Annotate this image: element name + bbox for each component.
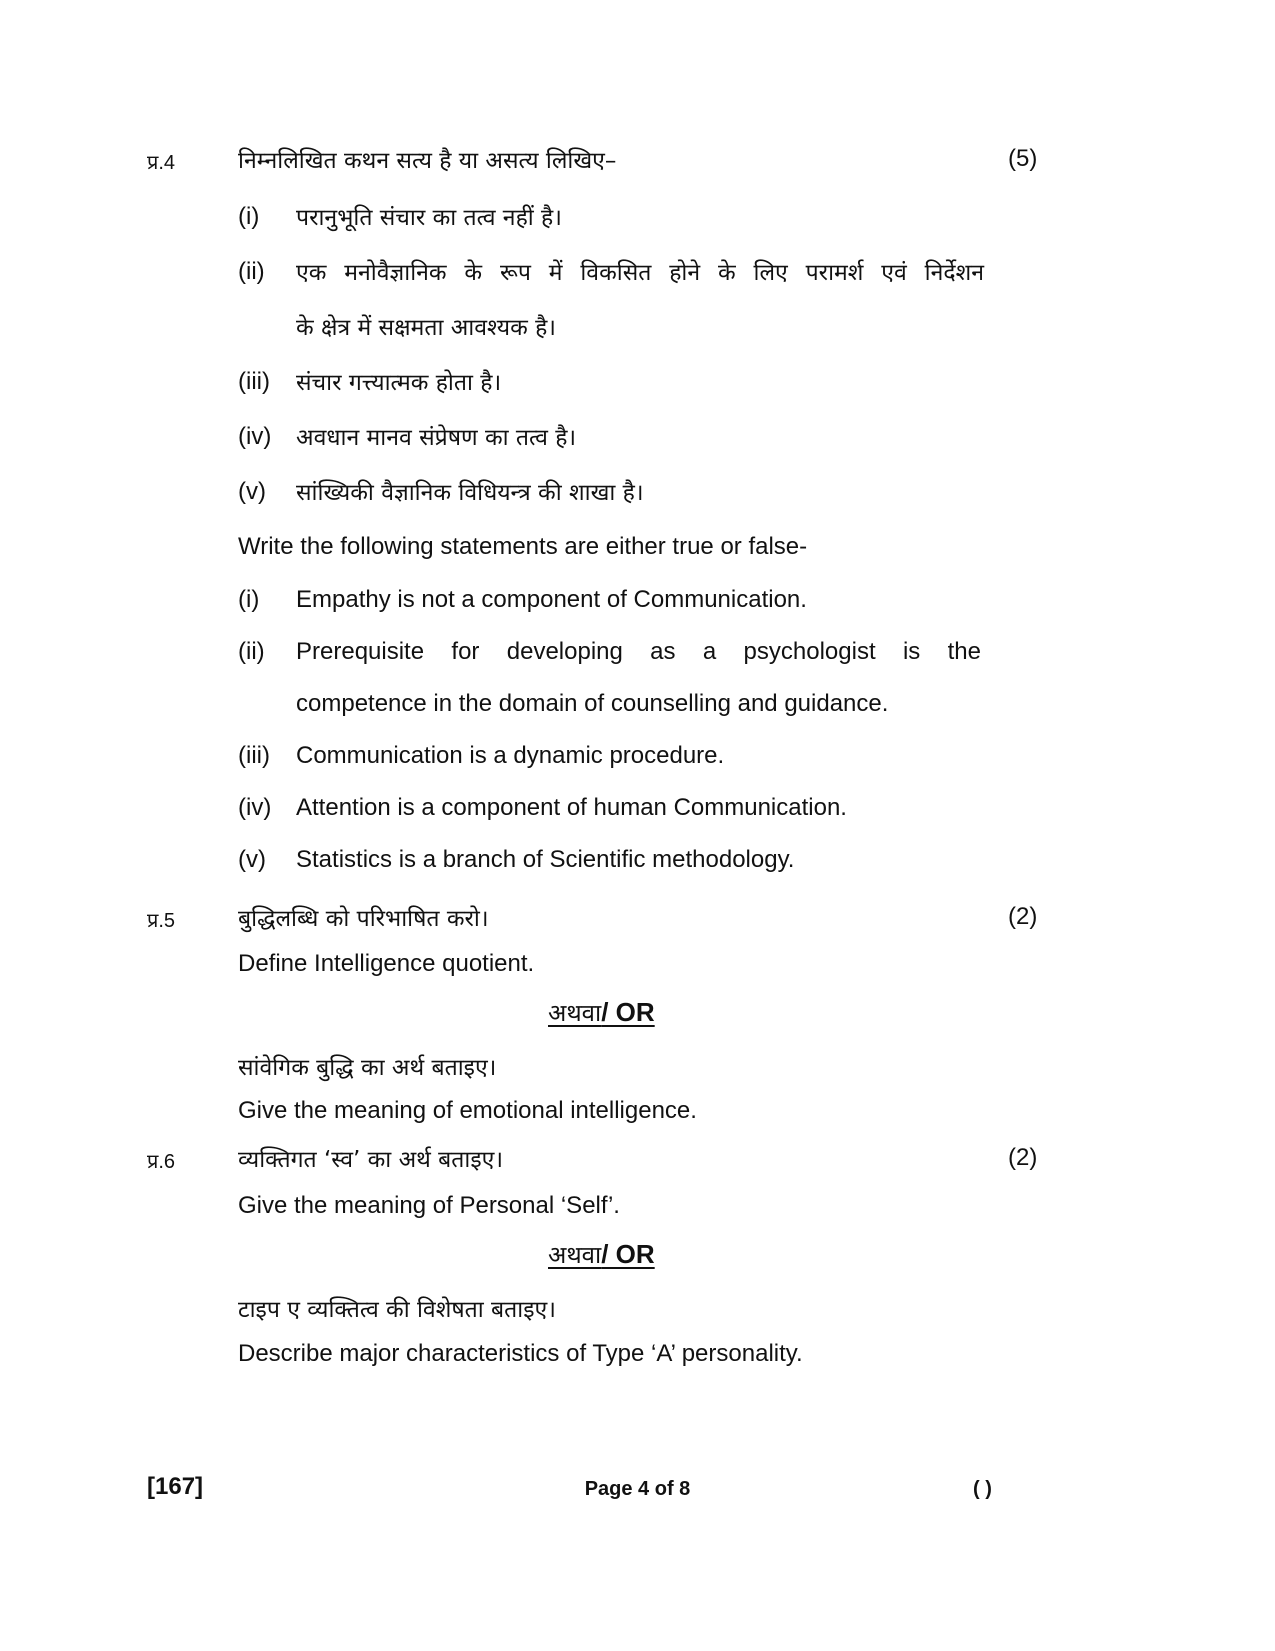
question-5-or-divider [548, 996, 655, 1029]
q4-hi-item-2-continuation: के क्षेत्र में सक्षमता आवश्यक है। [296, 315, 557, 341]
or-hindi: अथवा [548, 1241, 602, 1269]
q4-hi-item-2-number: (ii) [238, 258, 265, 285]
q4-en-item-2-number: (ii) [238, 638, 265, 665]
question-number-5: प्र.5 [147, 910, 176, 932]
paper-code: [167] [147, 1473, 204, 1500]
q4-en-item-3-text: Communication is a dynamic procedure. [296, 742, 725, 769]
q4-hi-item-2-text: एक मनोवैज्ञानिक के रूप में विकसित होने के लिए परामर्श एवं निर्देशन [296, 260, 984, 286]
q4-en-item-2-text: Prerequisite for developing as a psychologist is the [296, 638, 981, 665]
q4-en-item-3-number: (iii) [238, 742, 270, 769]
q4-en-item-2-continuation: competence in the domain of counselling and guidance. [296, 690, 889, 717]
q4-hi-item-3-number: (iii) [238, 368, 270, 395]
question-5-marks: (2) [1008, 903, 1038, 930]
q4-hi-item-5-text: सांख्यिकी वैज्ञानिक विधियन्त्र की शाखा है। [296, 480, 644, 506]
q4-en-item-4-text: Attention is a component of human Communication. [296, 794, 847, 821]
question-6-text-english: Give the meaning of Personal ‘Self’. [238, 1192, 620, 1219]
question-4-marks: (5) [1008, 145, 1038, 172]
q4-en-item-5-text: Statistics is a branch of Scientific methodology. [296, 846, 795, 873]
q4-hi-item-5-number: (v) [238, 478, 266, 505]
q4-en-item-1-number: (i) [238, 586, 260, 613]
q4-hi-item-4-number: (iv) [238, 423, 272, 450]
q4-hi-item-4-text: अवधान मानव संप्रेषण का तत्व है। [296, 425, 577, 451]
q4-hi-item-3-text: संचार गत्त्यात्मक होता है। [296, 370, 502, 396]
or-english: / OR [601, 997, 655, 1027]
question-5-text-english: Define Intelligence quotient. [238, 950, 535, 977]
question-6-alternative-hindi: टाइप ए व्यक्तित्व की विशेषता बताइए। [238, 1297, 556, 1323]
question-5-text-hindi: बुद्धिलब्धि को परिभाषित करो। [238, 906, 489, 932]
q4-en-item-1-text: Empathy is not a component of Communication. [296, 586, 807, 613]
question-5-alternative-english: Give the meaning of emotional intelligence. [238, 1097, 697, 1124]
q4-en-item-4-number: (iv) [238, 794, 272, 821]
footer-brackets: ( ) [973, 1478, 992, 1500]
question-6-alternative-english: Describe major characteristics of Type ‘A’ personality. [238, 1340, 803, 1367]
question-number-6: प्र.6 [147, 1151, 176, 1173]
or-english: / OR [601, 1239, 655, 1269]
question-4-prompt-hindi: निम्नलिखित कथन सत्य है या असत्य लिखिए– [238, 148, 617, 174]
q4-hi-item-1-text: परानुभूति संचार का तत्व नहीं है। [296, 205, 562, 231]
page-number: Page 4 of 8 [584, 1478, 691, 1500]
or-hindi: अथवा [548, 999, 602, 1027]
q4-en-item-5-number: (v) [238, 846, 266, 873]
question-number-4: प्र.4 [147, 152, 176, 174]
question-4-prompt-english: Write the following statements are either true or false- [238, 533, 808, 560]
question-6-text-hindi: व्यक्तिगत ‘स्व’ का अर्थ बताइए। [238, 1147, 504, 1173]
question-6-or-divider [548, 1238, 655, 1271]
q4-hi-item-1-number: (i) [238, 203, 260, 230]
question-5-alternative-hindi: सांवेगिक बुद्धि का अर्थ बताइए। [238, 1055, 497, 1081]
question-6-marks: (2) [1008, 1144, 1038, 1171]
